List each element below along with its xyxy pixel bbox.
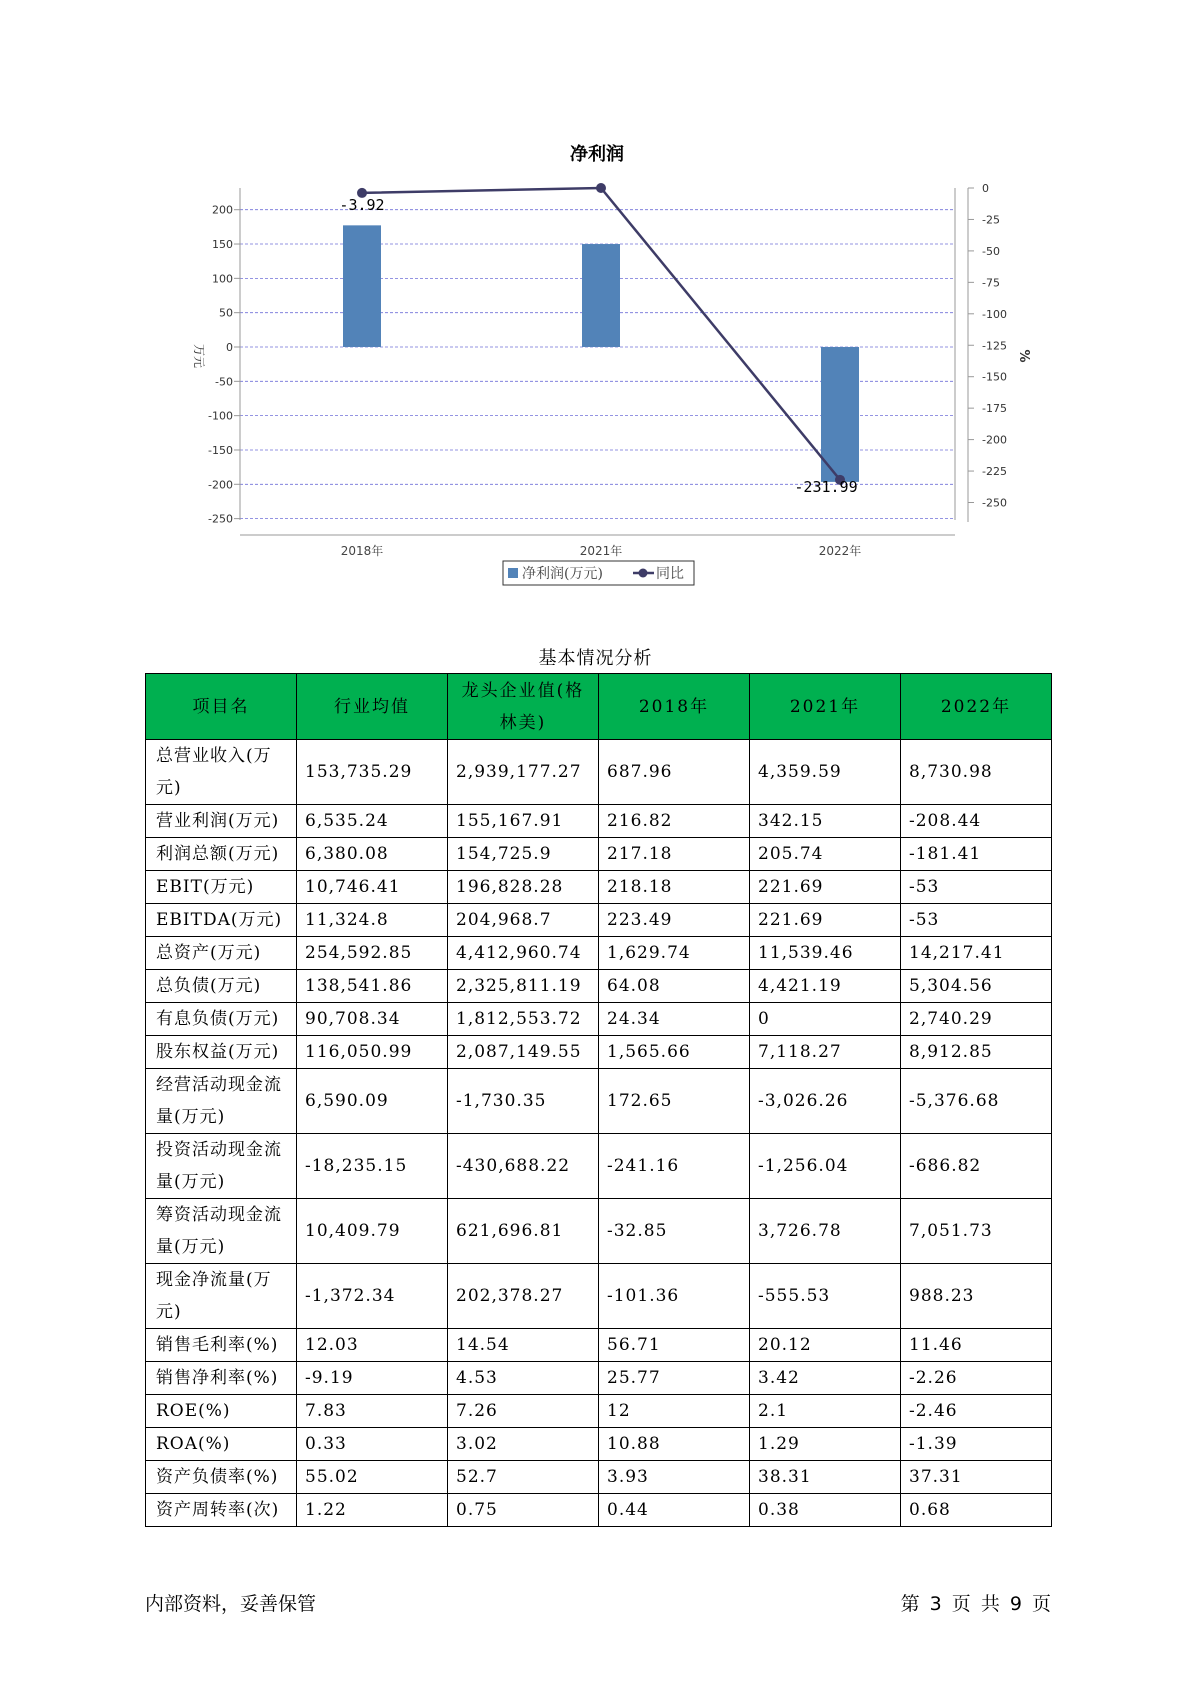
y-right-tick-label: -75 [982,276,1000,290]
table-cell: 216.82 [599,805,750,838]
table-cell: 221.69 [750,904,901,937]
y-left-tick-label: 200 [212,203,233,217]
table-cell: 90,708.34 [297,1003,448,1036]
table-cell: 1.22 [297,1494,448,1527]
y-right-tick-label: -250 [982,496,1007,510]
table-cell: 155,167.91 [448,805,599,838]
table-cell: -2.26 [901,1362,1052,1395]
row-label: ROE(%) [146,1395,297,1428]
row-label: 有息负债(万元) [146,1003,297,1036]
table-cell: 7,051.73 [901,1199,1052,1264]
chart-axes [192,182,1031,558]
table-cell: 2.1 [750,1395,901,1428]
table-cell: 12 [599,1395,750,1428]
table-row [146,937,1052,970]
table-cell: 7.83 [297,1395,448,1428]
row-label: 投资活动现金流量(万元) [146,1134,297,1199]
row-label: 总营业收入(万元) [146,740,297,805]
table-cell: 3.02 [448,1428,599,1461]
row-label: 利润总额(万元) [146,838,297,871]
table-cell: 24.34 [599,1003,750,1036]
y-right-tick-label: -150 [982,370,1007,384]
table-cell: -1,730.35 [448,1069,599,1134]
footer-page-number: 第 3 页 共 9 页 [900,1593,1051,1615]
table-cell: 14.54 [448,1329,599,1362]
y-right-tick-label: 0 [982,182,989,195]
table-cell: -686.82 [901,1134,1052,1199]
net-profit-chart [0,0,1191,600]
table-cell: 12.03 [297,1329,448,1362]
row-label: 销售毛利率(%) [146,1329,297,1362]
table-cell: 11,539.46 [750,937,901,970]
table-cell: 5,304.56 [901,970,1052,1003]
table-cell: 8,912.85 [901,1036,1052,1069]
bar-2021年 [582,244,620,347]
table-cell: 196,828.28 [448,871,599,904]
table-cell: 0.33 [297,1428,448,1461]
table-cell: 254,592.85 [297,937,448,970]
table-cell: 38.31 [750,1461,901,1494]
table-row [146,970,1052,1003]
table-row [146,1428,1052,1461]
x-tick-label: 2021年 [579,544,623,558]
y-left-tick-label: 50 [219,306,233,320]
table-row [146,1069,1052,1134]
table-cell: 0 [750,1003,901,1036]
table-cell: 25.77 [599,1362,750,1395]
table-cell: -9.19 [297,1362,448,1395]
y-left-tick-label: 100 [212,272,233,286]
table-cell: 342.15 [750,805,901,838]
table-cell: 52.7 [448,1461,599,1494]
table-cell: 116,050.99 [297,1036,448,1069]
table-cell: 4,412,960.74 [448,937,599,970]
table-row [146,838,1052,871]
table-cell: 3,726.78 [750,1199,901,1264]
legend-bar-label: 净利润(万元) [522,566,603,582]
legend-line-marker [639,569,648,578]
table-cell: 6,535.24 [297,805,448,838]
table-cell: 204,968.7 [448,904,599,937]
chart-bars [343,225,859,482]
table-cell: 0.68 [901,1494,1052,1527]
table-cell: 205.74 [750,838,901,871]
row-label: 总负债(万元) [146,970,297,1003]
table-cell: -2.46 [901,1395,1052,1428]
table-row [146,1199,1052,1264]
table-cell: -101.36 [599,1264,750,1329]
table-cell: -18,235.15 [297,1134,448,1199]
basic-analysis-table [145,673,1052,1527]
table-cell: 14,217.41 [901,937,1052,970]
table-row [146,1362,1052,1395]
legend-bar-swatch [508,568,518,578]
table-cell: 0.75 [448,1494,599,1527]
table-cell: 56.71 [599,1329,750,1362]
table-row [146,871,1052,904]
table-cell: -5,376.68 [901,1069,1052,1134]
table-cell: -241.16 [599,1134,750,1199]
table-row [146,1264,1052,1329]
header-2022: 2022年 [901,674,1052,740]
table-cell: -53 [901,871,1052,904]
table-cell: 2,740.29 [901,1003,1052,1036]
table-cell: 6,590.09 [297,1069,448,1134]
table-cell: -555.53 [750,1264,901,1329]
table-cell: -3,026.26 [750,1069,901,1134]
table-row [146,1395,1052,1428]
table-cell: 7.26 [448,1395,599,1428]
y-left-tick-label: -150 [208,443,233,457]
bar-2018年 [343,225,381,347]
y-right-tick-label: -200 [982,433,1007,447]
table-cell: -53 [901,904,1052,937]
table-cell: 202,378.27 [448,1264,599,1329]
header-2021: 2021年 [750,674,901,740]
table-cell: -1,256.04 [750,1134,901,1199]
footer-confidential: 内部资料，妥善保管 [145,1593,317,1615]
chart-title: 净利润 [570,144,624,165]
table-row [146,1329,1052,1362]
data-label: -3.92 [339,196,385,214]
x-tick-label: 2022年 [818,544,862,558]
data-label: -231.99 [794,478,858,496]
row-label: 资产周转率(次) [146,1494,297,1527]
table-cell: -430,688.22 [448,1134,599,1199]
row-label: 现金净流量(万元) [146,1264,297,1329]
table-cell: 4,421.19 [750,970,901,1003]
header-item-name: 项目名 [146,674,297,740]
header-leader-value: 龙头企业值(格林美) [448,674,599,740]
table-cell: 2,325,811.19 [448,970,599,1003]
table-cell: -181.41 [901,838,1052,871]
table-cell: 218.18 [599,871,750,904]
table-cell: 172.65 [599,1069,750,1134]
table-row [146,1003,1052,1036]
header-2018: 2018年 [599,674,750,740]
row-label: 总资产(万元) [146,937,297,970]
table-cell: 10.88 [599,1428,750,1461]
row-label: EBITDA(万元) [146,904,297,937]
y-left-tick-label: -100 [208,409,233,423]
y-left-tick-label: -50 [215,375,233,389]
table-cell: 1,565.66 [599,1036,750,1069]
table-cell: 223.49 [599,904,750,937]
y-left-tick-label: -200 [208,478,233,492]
row-label: EBIT(万元) [146,871,297,904]
table-cell: 4,359.59 [750,740,901,805]
table-cell: 3.42 [750,1362,901,1395]
table-header-row [146,674,1052,740]
table-cell: 1,629.74 [599,937,750,970]
table-cell: 64.08 [599,970,750,1003]
table-cell: 2,939,177.27 [448,740,599,805]
table-cell: 11.46 [901,1329,1052,1362]
table-cell: 687.96 [599,740,750,805]
table-row [146,1461,1052,1494]
chart-legend [503,561,694,585]
table-cell: 7,118.27 [750,1036,901,1069]
table-cell: 154,725.9 [448,838,599,871]
y-right-tick-label: -175 [982,402,1007,416]
row-label: 营业利润(万元) [146,805,297,838]
table-cell: 11,324.8 [297,904,448,937]
table-cell: 153,735.29 [297,740,448,805]
row-label: 经营活动现金流量(万元) [146,1069,297,1134]
table-caption: 基本情况分析 [538,648,653,669]
y-right-tick-label: -25 [982,213,1000,227]
table-cell: -32.85 [599,1199,750,1264]
table-cell: 217.18 [599,838,750,871]
table-cell: 55.02 [297,1461,448,1494]
table-cell: 10,746.41 [297,871,448,904]
table-cell: 6,380.08 [297,838,448,871]
table-cell: 221.69 [750,871,901,904]
table-cell: 3.93 [599,1461,750,1494]
table-cell: 20.12 [750,1329,901,1362]
table-row [146,1036,1052,1069]
table-cell: 37.31 [901,1461,1052,1494]
x-tick-label: 2018年 [340,544,384,558]
table-row [146,904,1052,937]
table-row [146,1494,1052,1527]
table-cell: -1.39 [901,1428,1052,1461]
y-right-tick-label: -50 [982,244,1000,258]
table-cell: 0.38 [750,1494,901,1527]
row-label: 销售净利率(%) [146,1362,297,1395]
table-row [146,740,1052,805]
table-cell: -1,372.34 [297,1264,448,1329]
y-left-axis-label: 万元 [192,343,206,369]
table-cell: 1.29 [750,1428,901,1461]
row-label: 资产负债率(%) [146,1461,297,1494]
table-row [146,1134,1052,1199]
table-cell: 621,696.81 [448,1199,599,1264]
table-cell: 1,812,553.72 [448,1003,599,1036]
table-row [146,805,1052,838]
table-cell: 4.53 [448,1362,599,1395]
table-cell: 0.44 [599,1494,750,1527]
y-left-tick-label: 150 [212,238,233,252]
table-cell: -208.44 [901,805,1052,838]
row-label: 股东权益(万元) [146,1036,297,1069]
y-left-tick-label: 0 [226,341,233,354]
table-cell: 988.23 [901,1264,1052,1329]
row-label: 筹资活动现金流量(万元) [146,1199,297,1264]
table-cell: 2,087,149.55 [448,1036,599,1069]
table-cell: 8,730.98 [901,740,1052,805]
y-right-axis-label: % [1016,349,1031,363]
header-industry-avg: 行业均值 [297,674,448,740]
y-right-tick-label: -125 [982,339,1007,353]
y-right-tick-label: -225 [982,465,1007,479]
table-cell: 138,541.86 [297,970,448,1003]
y-right-tick-label: -100 [982,307,1007,321]
yoy-point-2021年 [596,183,606,193]
table-cell: 10,409.79 [297,1199,448,1264]
legend-line-label: 同比 [656,566,684,582]
y-left-tick-label: -250 [208,512,233,526]
row-label: ROA(%) [146,1428,297,1461]
